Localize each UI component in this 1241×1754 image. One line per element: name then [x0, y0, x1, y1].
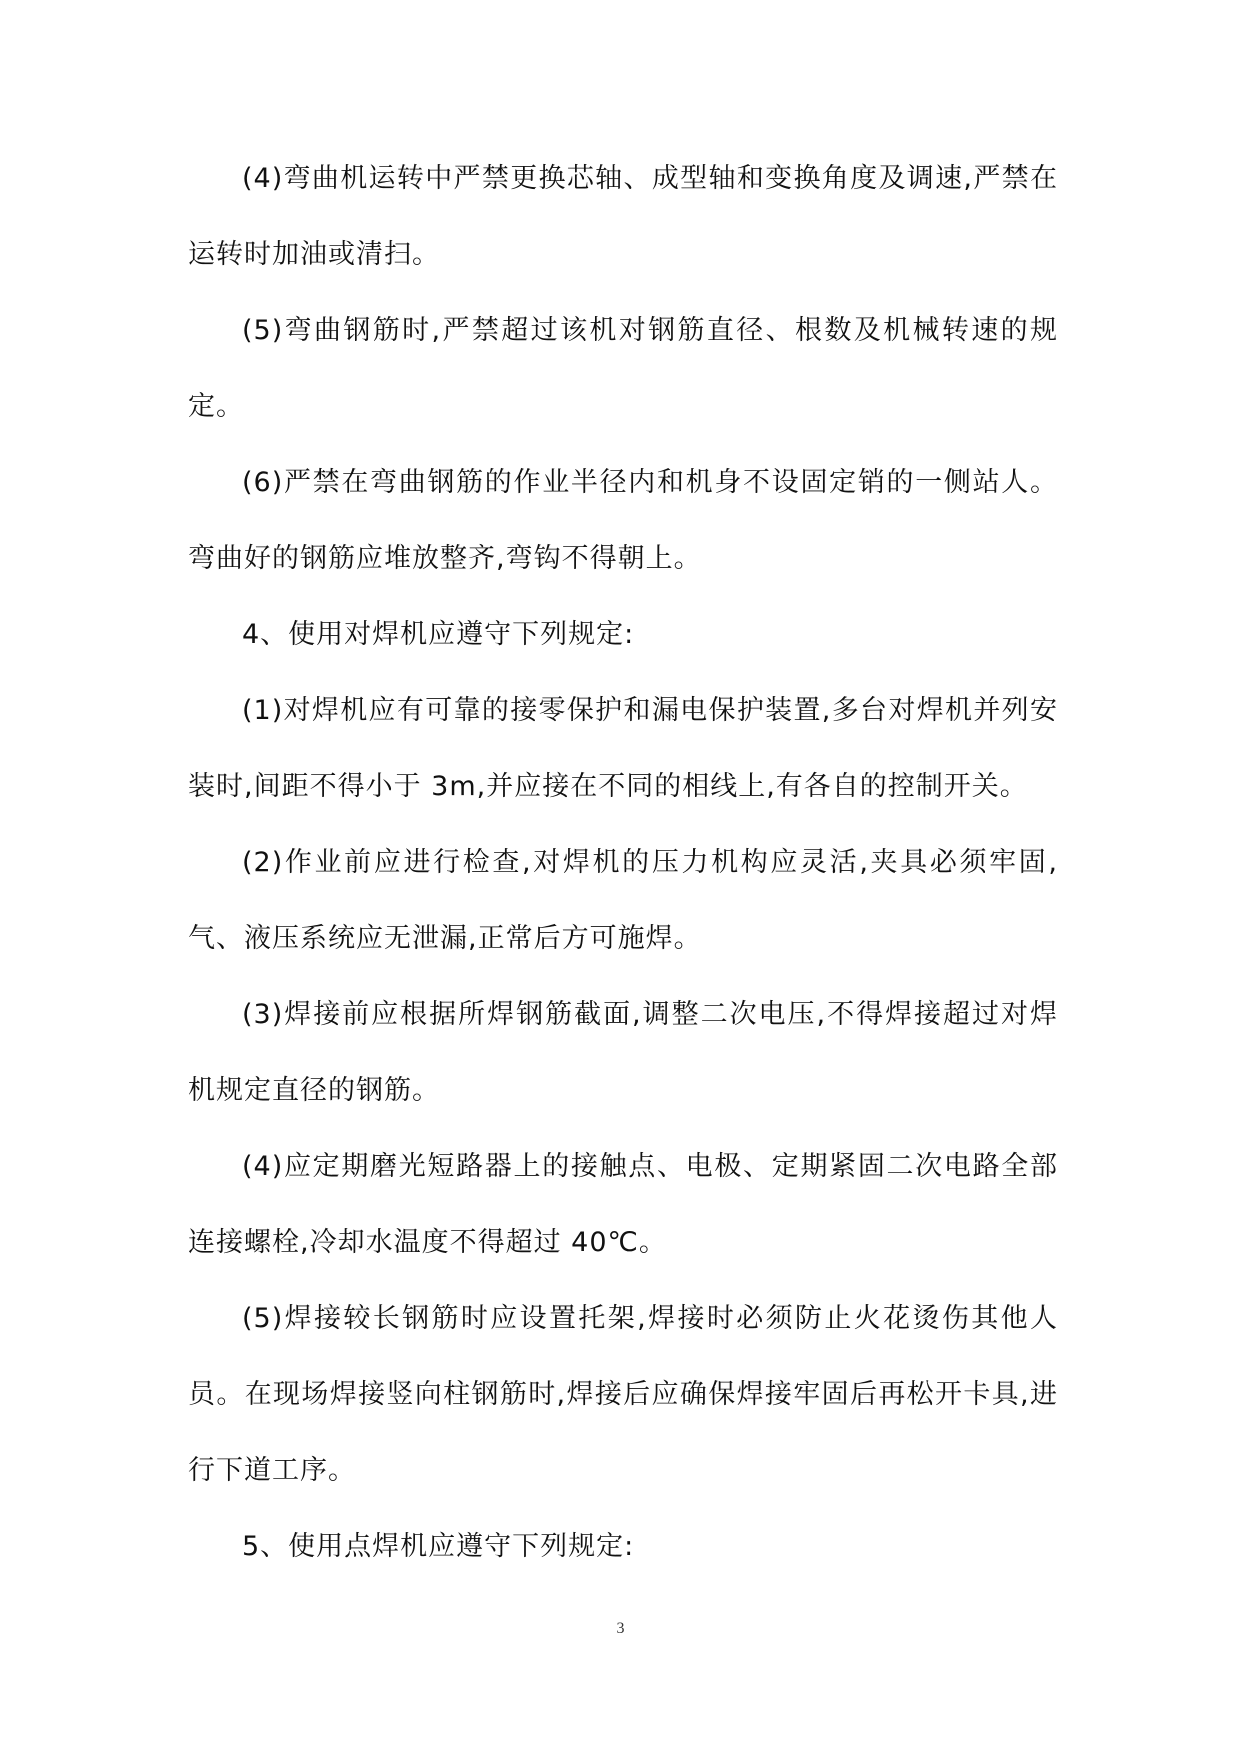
document-body — [188, 141, 1058, 1585]
paragraph-welder-5: (5)焊接较长钢筋时应设置托架,焊接时必须防止火花烫伤其他人员。在现场焊接竖向柱钢筋时,焊接后应确保焊接牢固后再松开卡具,进行下道工序。 — [188, 1303, 1058, 1486]
paragraph-bending-5: (5)弯曲钢筋时,严禁超过该机对钢筋直径、根数及机械转速的规定。 — [188, 315, 1058, 422]
section-heading-spot-welder: 5、使用点焊机应遵守下列规定: — [242, 1531, 635, 1562]
paragraph-welder-3: (3)焊接前应根据所焊钢筋截面,调整二次电压,不得焊接超过对焊机规定直径的钢筋。 — [188, 999, 1058, 1106]
paragraph-bending-4: (4)弯曲机运转中严禁更换芯轴、成型轴和变换角度及调速,严禁在运转时加油或清扫。 — [188, 163, 1058, 270]
paragraph-welder-2: (2)作业前应进行检查,对焊机的压力机构应灵活,夹具必须牢固,气、液压系统应无泄漏,正常后方可施焊。 — [188, 847, 1058, 954]
section-heading-butt-welder: 4、使用对焊机应遵守下列规定: — [242, 619, 635, 650]
paragraph-bending-6: (6)严禁在弯曲钢筋的作业半径内和机身不设固定销的一侧站人。弯曲好的钢筋应堆放整齐,弯钩不得朝上。 — [188, 467, 1058, 574]
paragraph-welder-1: (1)对焊机应有可靠的接零保护和漏电保护装置,多台对焊机并列安装时,间距不得小于 3m,并应接在不同的相线上,有各自的控制开关。 — [188, 695, 1058, 802]
paragraph-welder-4: (4)应定期磨光短路器上的接触点、电极、定期紧固二次电路全部连接螺栓,冷却水温度不得超过 40℃。 — [188, 1151, 1058, 1258]
page-number: 3 — [616, 1620, 625, 1637]
